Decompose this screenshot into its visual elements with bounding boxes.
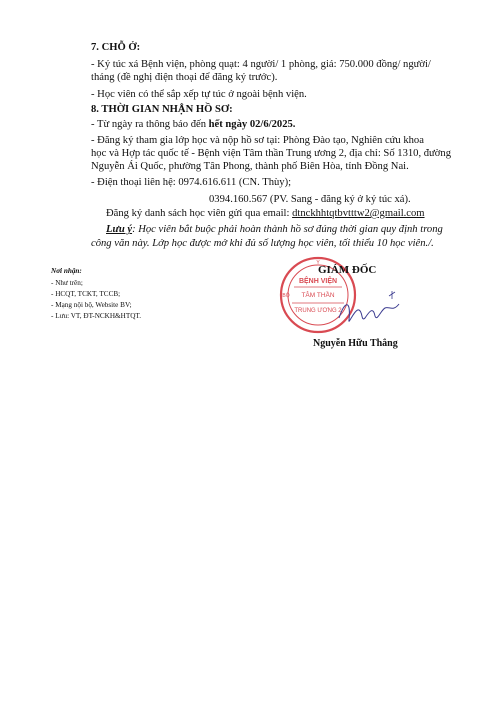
email-prefix: Đăng ký danh sách học viên gửi qua email:	[106, 208, 293, 219]
registration-line3: Nguyễn Ái Quốc, phường Tân Phong, thành phố Biên Hòa, tỉnh Đồng Nai.	[91, 161, 409, 172]
svg-text:BỘ: BỘ	[282, 293, 290, 299]
deadline-prefix: - Từ ngày ra thông báo đến	[91, 119, 209, 130]
recipients-title: Nơi nhận:	[51, 267, 82, 275]
recipient-item: - HCQT, TCKT, TCCB;	[51, 290, 121, 298]
deadline-date: hết ngày 02/6/2025.	[208, 119, 296, 130]
note-text-line1: : Học viên bắt buộc phải hoàn thành hồ sơ đúng thời gian quy định trong	[132, 224, 443, 235]
email-line	[106, 207, 425, 220]
section-7-para1-line2: tháng (đề nghị điện thoại để đăng ký trước).	[91, 72, 278, 83]
recipient-item: - Lưu: VT, ĐT-NCKH&HTQT.	[51, 312, 142, 320]
signer-name: Nguyễn Hữu Thắng	[313, 338, 398, 349]
section-8-heading: 8. THỜI GIAN NHẬN HỒ SƠ:	[91, 104, 233, 115]
signature-title: GIÁM ĐỐC	[318, 264, 377, 276]
recipient-item: - Mạng nội bộ, Website BV;	[51, 301, 132, 309]
stamp-line2: TÂM THẦN	[301, 292, 335, 299]
section-7-para1-line1: - Ký túc xá Bệnh viện, phòng quạt: 4 người/ 1 phòng, giá: 750.000 đồng/ người/	[91, 59, 431, 70]
deadline-line	[91, 118, 295, 131]
stamp-line1: BỆNH VIỆN	[298, 278, 338, 285]
registration-line2: học và Hợp tác quốc tế - Bệnh viện Tâm thần Trung ương 2, địa chỉ: Số 1310, đường	[91, 148, 451, 159]
note-line1	[106, 223, 443, 236]
signature-icon	[335, 290, 405, 330]
note-line2: công văn này. Lớp học được mở khi đủ số lượng học viên, tối thiểu 10 học viên./.	[91, 238, 434, 249]
phone-contact-line: - Điện thoại liên hệ: 0974.616.611 (CN. Thùy);	[91, 177, 292, 188]
section-7-para2: - Học viên có thể sắp xếp tự túc ở ngoài bệnh viện.	[91, 89, 307, 100]
section-7-heading: 7. CHỖ Ở:	[91, 42, 141, 53]
svg-text:Y: Y	[316, 260, 320, 266]
stamp-line3: TRUNG ƯƠNG 2	[294, 308, 342, 314]
phone-contact-line2: 0394.160.567 (PV. Sang - đăng ký ở ký túc xá).	[209, 194, 411, 205]
email-link[interactable]: dtnckhhtqtbvtttw2@gmail.com	[292, 208, 425, 219]
recipient-item: - Như trên;	[51, 279, 83, 287]
note-label: Lưu ý	[106, 224, 133, 235]
registration-line1: - Đăng ký tham gia lớp học và nộp hồ sơ tại: Phòng Đào tạo, Nghiên cứu khoa	[91, 135, 424, 146]
